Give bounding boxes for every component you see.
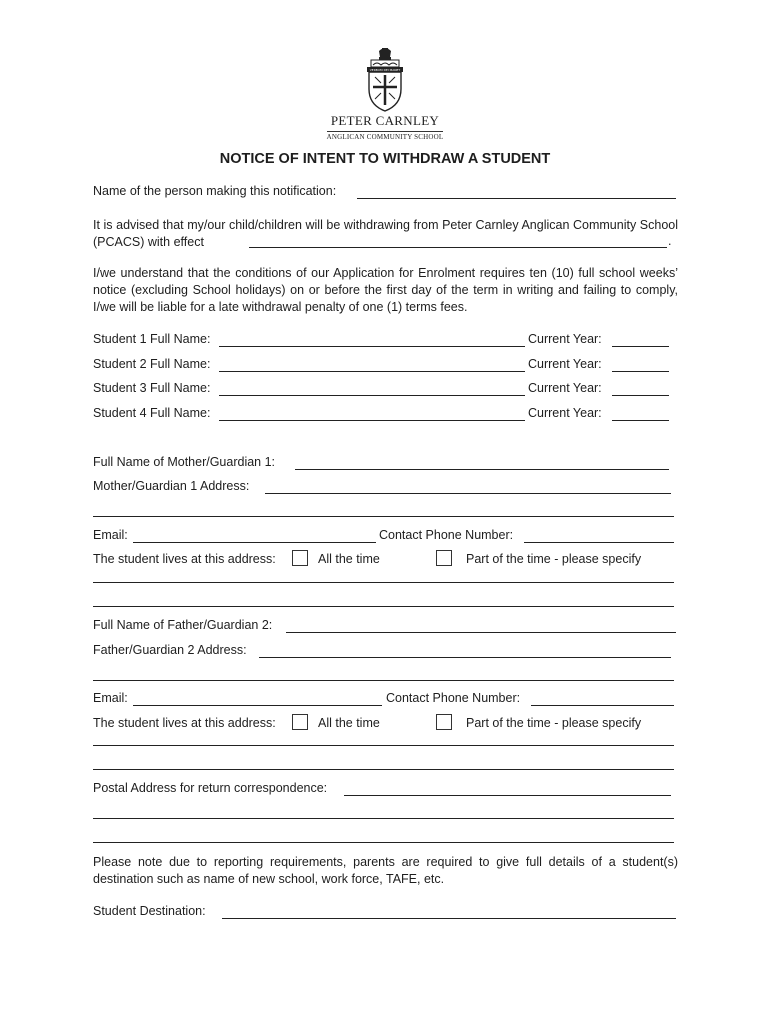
student-2-name-field[interactable]: [219, 371, 525, 372]
guardian-2-specify-line-1[interactable]: [93, 745, 674, 746]
student-4-name-field[interactable]: [219, 420, 525, 421]
student-2-year-label: Current Year:: [528, 357, 602, 371]
destination-note: Please note due to reporting requirements, parents are required to give full details of a student(s) destination such as name of new school, work force, TAFE, etc.: [93, 855, 678, 886]
guardian-2-lives-label: The student lives at this address:: [93, 716, 276, 730]
guardian-2-part-time-label: Part of the time - please specify: [466, 716, 642, 730]
guardian-1-specify-line-1[interactable]: [93, 582, 674, 583]
guardian-1-email-label: Email:: [93, 528, 128, 542]
guardian-1-address-line-2[interactable]: [93, 516, 674, 517]
student-3-year-field[interactable]: [612, 395, 669, 396]
school-crest-icon: [361, 47, 409, 113]
notifier-field[interactable]: [357, 198, 676, 199]
conditions-paragraph: I/we understand that the conditions of our Application for Enrolment requires ten (10) full school weeks’ notice (excluding School holidays) on or before the first day of the term in writing and failing to comply, I/we will be liable for a late withdrawal penalty of one (1) terms fees.: [93, 266, 678, 314]
school-subtitle: ANGLICAN COMMUNITY SCHOOL: [326, 133, 444, 141]
guardian-2-specify-line-2[interactable]: [93, 769, 674, 770]
guardian-2-address-line-2[interactable]: [93, 680, 674, 681]
guardian-1-all-time-label: All the time: [318, 552, 380, 566]
advised-text: It is advised that my/our child/children will be withdrawing from Peter Carnley Anglican Community School (PCACS) with effect: [93, 218, 678, 249]
guardian-2-phone-field[interactable]: [531, 705, 674, 706]
student-1-year-field[interactable]: [612, 346, 669, 347]
guardian-2-name-field[interactable]: [286, 632, 676, 633]
logo-banner-text: VERBUM DEI MANET: [369, 68, 401, 72]
student-3-label: Student 3 Full Name:: [93, 381, 211, 395]
student-4-label: Student 4 Full Name:: [93, 406, 211, 420]
guardian-1-email-field[interactable]: [133, 542, 376, 543]
effective-date-field[interactable]: [249, 247, 667, 248]
student-1-name-field[interactable]: [219, 346, 525, 347]
postal-address-field[interactable]: [344, 795, 671, 796]
student-4-year-label: Current Year:: [528, 406, 602, 420]
postal-address-line-2[interactable]: [93, 818, 674, 819]
student-1-label: Student 1 Full Name:: [93, 332, 211, 346]
student-1-year-label: Current Year:: [528, 332, 602, 346]
page-title: NOTICE OF INTENT TO WITHDRAW A STUDENT: [219, 151, 551, 167]
guardian-1-address-label: Mother/Guardian 1 Address:: [93, 479, 250, 493]
guardian-2-part-time-checkbox[interactable]: [436, 714, 452, 730]
guardian-1-specify-line-2[interactable]: [93, 606, 674, 607]
advised-period: .: [668, 234, 672, 248]
guardian-1-phone-label: Contact Phone Number:: [379, 528, 514, 542]
guardian-1-name-label: Full Name of Mother/Guardian 1:: [93, 455, 276, 469]
postal-address-line-3[interactable]: [93, 842, 674, 843]
guardian-1-all-time-checkbox[interactable]: [292, 550, 308, 566]
guardian-2-address-label: Father/Guardian 2 Address:: [93, 643, 247, 657]
student-3-year-label: Current Year:: [528, 381, 602, 395]
guardian-1-part-time-checkbox[interactable]: [436, 550, 452, 566]
guardian-1-name-field[interactable]: [295, 469, 669, 470]
guardian-2-email-field[interactable]: [133, 705, 382, 706]
guardian-2-name-label: Full Name of Father/Guardian 2:: [93, 618, 273, 632]
postal-address-label: Postal Address for return correspondence:: [93, 781, 328, 795]
student-3-name-field[interactable]: [219, 395, 525, 396]
student-2-year-field[interactable]: [612, 371, 669, 372]
guardian-2-all-time-checkbox[interactable]: [292, 714, 308, 730]
guardian-1-phone-field[interactable]: [524, 542, 674, 543]
guardian-2-email-label: Email:: [93, 691, 128, 705]
destination-field[interactable]: [222, 918, 676, 919]
school-name: PETER CARNLEY: [330, 113, 440, 128]
destination-label: Student Destination:: [93, 904, 206, 918]
guardian-2-phone-label: Contact Phone Number:: [386, 691, 521, 705]
student-2-label: Student 2 Full Name:: [93, 357, 211, 371]
guardian-2-all-time-label: All the time: [318, 716, 380, 730]
school-logo: [320, 47, 450, 141]
guardian-1-lives-label: The student lives at this address:: [93, 552, 276, 566]
guardian-1-address-field[interactable]: [265, 493, 671, 494]
advised-paragraph: [93, 217, 678, 251]
guardian-1-part-time-label: Part of the time - please specify: [466, 552, 642, 566]
notifier-label: Name of the person making this notification:: [93, 184, 337, 198]
guardian-2-address-field[interactable]: [259, 657, 671, 658]
student-4-year-field[interactable]: [612, 420, 669, 421]
